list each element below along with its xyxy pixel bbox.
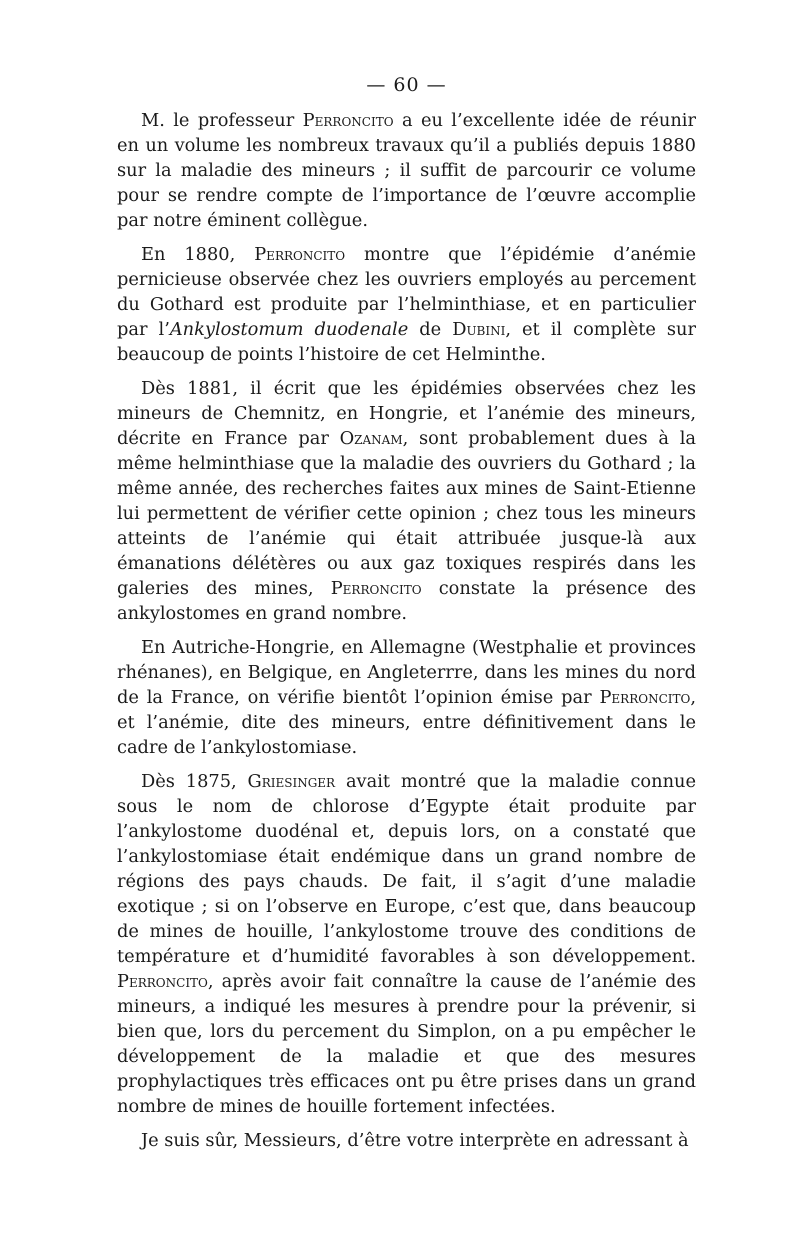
body-text — [117, 108, 696, 1153]
text-run: En Autriche-Hongrie, en Allemagne (Westphalie et provinces rhénanes), en Belgique, en Angleterrre, dans les mines du nord de la France, on vérifie bientôt l’opinion émise par — [117, 637, 696, 708]
text-run: M. le professeur — [141, 110, 303, 131]
text-run: Je suis sûr, Messieurs, d’être votre interprète en adressant à — [141, 1130, 689, 1151]
text-run: a eu l’excellente idée de réunir en un volume les nombreux travaux qu’il a publiés depuis 1880 sur la maladie des mineurs ; il suffit de parcourir ce volume pour se rendre compte de l’importance de l’œuvre accomplie par notre éminent collègue. — [117, 110, 696, 231]
text-run: , et il complète sur beaucoup de points l’histoire de cet Helminthe. — [117, 319, 696, 365]
text-run: Dès 1875, — [141, 771, 248, 792]
text-run: , et l’anémie, dite des mineurs, entre définitivement dans le cadre de l’ankylostomiase. — [117, 687, 696, 758]
person-name: Ozanam — [339, 428, 403, 449]
text-run: , sont probablement dues à la même helminthiase que la maladie des ouvriers du Gothard ; la même année, des recherches faites aux mines de Saint-Etienne lui permettent de vérifier cette opinion ; chez tous les mineurs atteints de l’anémie qui était attribuée jusque-là aux émanations délétères ou aux gaz toxiques respirés dans les galeries des mines, — [117, 428, 696, 599]
person-name: Dubini — [452, 319, 506, 340]
text-run: Dès 1881, il écrit que les épidémies observées chez les mineurs de Chemnitz, en Hongrie, et l’anémie des mineurs, décrite en France par — [117, 378, 696, 449]
text-run: avait montré que la maladie connue sous le nom de chlorose d’Egypte était produite par l’ankylostome duodénal et, depuis lors, on a constaté que l’ankylostomiase était endémique dans un grand nombre de régions des pays chauds. De fait, il s’agit d’une maladie exotique ; si on l’observe en Europe, c’est que, dans beaucoup de mines de houille, l’ankylostome trouve des conditions de température et d’humidité favorables à son développement. — [117, 771, 696, 967]
person-name: Perroncito — [254, 244, 346, 265]
paragraph — [117, 242, 696, 367]
text-run: En 1880, — [141, 244, 255, 265]
person-name: Perroncito — [599, 687, 691, 708]
paragraph — [117, 635, 696, 760]
person-name: Perroncito — [117, 971, 208, 992]
paragraph — [117, 769, 696, 1119]
document-page — [117, 74, 696, 1162]
text-run: , après avoir fait connaître la cause de l’anémie des mineurs, a indiqué les mesures à prendre pour la prévenir, si bien que, lors du percement du Simplon, on a pu empêcher le développement de la maladie et que des mesures prophylactiques très efficaces ont pu être prises dans un grand nombre de mines de houille fortement infectées. — [117, 971, 696, 1117]
paragraph — [117, 376, 696, 626]
text-run: montre que l’épidémie d’anémie pernicieuse observée chez les ouvriers employés au percement du Gothard est produite par l’helminthiase, et en particulier par l’ — [117, 244, 697, 340]
text-run: de — [408, 319, 453, 340]
paragraph — [117, 108, 696, 233]
person-name: Griesinger — [247, 771, 336, 792]
text-run: constate la présence des ankylostomes en grand nombre. — [117, 578, 696, 624]
person-name: Perroncito — [302, 110, 394, 131]
page-number: — 60 — — [366, 74, 447, 96]
paragraph — [117, 1128, 696, 1153]
person-name: Perroncito — [330, 578, 422, 599]
italic-term: Ankylostomum duodenale — [169, 319, 409, 340]
